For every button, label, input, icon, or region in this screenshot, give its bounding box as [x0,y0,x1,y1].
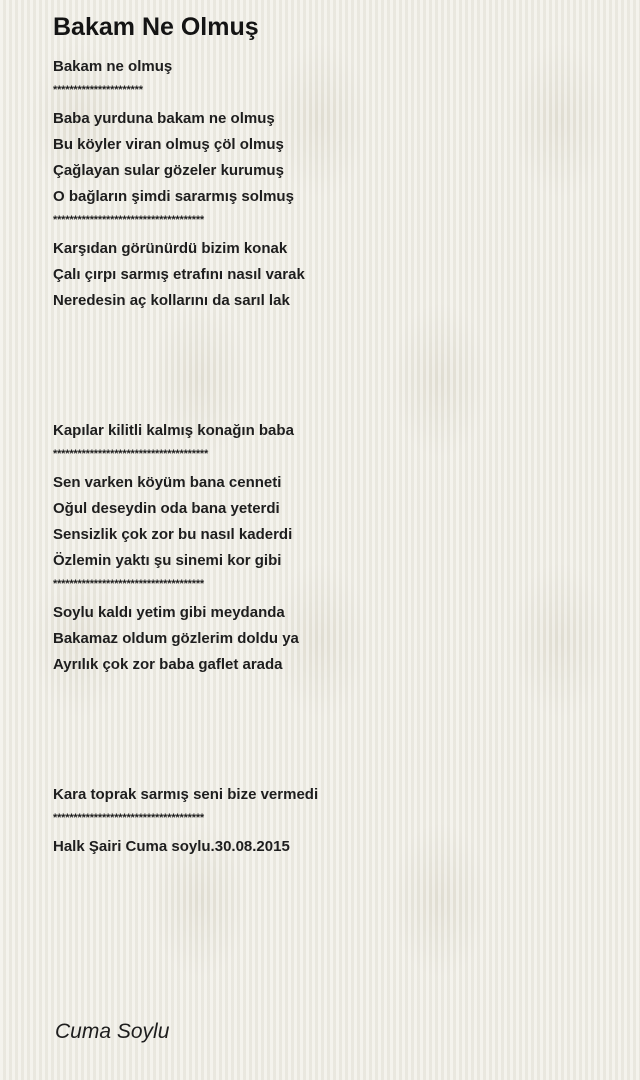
poem-line: Kapılar kilitli kalmış konağın baba [53,422,294,439]
poem-line: Ayrılık çok zor baba gaflet arada [53,656,283,673]
poem-line: Çalı çırpı sarmış etrafını nasıl varak [53,266,305,283]
blank-line [53,314,613,340]
separator-line: ************************************* [53,812,204,824]
author-name: Cuma Soylu [55,1020,170,1043]
blank-line [53,730,613,756]
poem-line: Özlemin yaktı şu sinemi kor gibi [53,552,282,569]
poem-line: Çağlayan sular gözeler kurumuş [53,162,284,179]
poem-line: Baba yurduna bakam ne olmuş [53,110,275,127]
poem-line: Neredesin aç kollarını da sarıl lak [53,292,290,309]
separator-line: ************************************* [53,214,204,226]
blank-line [53,340,613,366]
poem-title: Bakam Ne Olmuş [53,13,259,41]
poem-line: Bu köyler viran olmuş çöl olmuş [53,136,284,153]
blank-line [53,704,613,730]
separator-line: ************************************** [53,448,209,460]
poem-line: Bakam ne olmuş [53,58,173,75]
poem-line: O bağların şimdi sararmış solmuş [53,188,294,205]
blank-line [53,366,613,392]
separator-line: ********************** [53,84,143,96]
poem-line: Kara toprak sarmış seni bize vermedi [53,786,319,803]
poem-line: Bakamaz oldum gözlerim doldu ya [53,630,299,647]
poem-line: Karşıdan görünürdü bizim konak [53,240,288,257]
poem-line: Oğul deseydin oda bana yeterdi [53,500,280,517]
blank-line [53,678,613,704]
poem-line: Soylu kaldı yetim gibi meydanda [53,604,285,621]
poem-body [53,54,613,860]
poem-line: Sen varken köyüm bana cenneti [53,474,282,491]
blank-line [53,756,613,782]
blank-line [53,392,613,418]
poem-signature-line: Halk Şairi Cuma soylu.30.08.2015 [53,838,290,855]
poem-line: Sensizlik çok zor bu nasıl kaderdi [53,526,293,543]
separator-line: ************************************* [53,578,204,590]
